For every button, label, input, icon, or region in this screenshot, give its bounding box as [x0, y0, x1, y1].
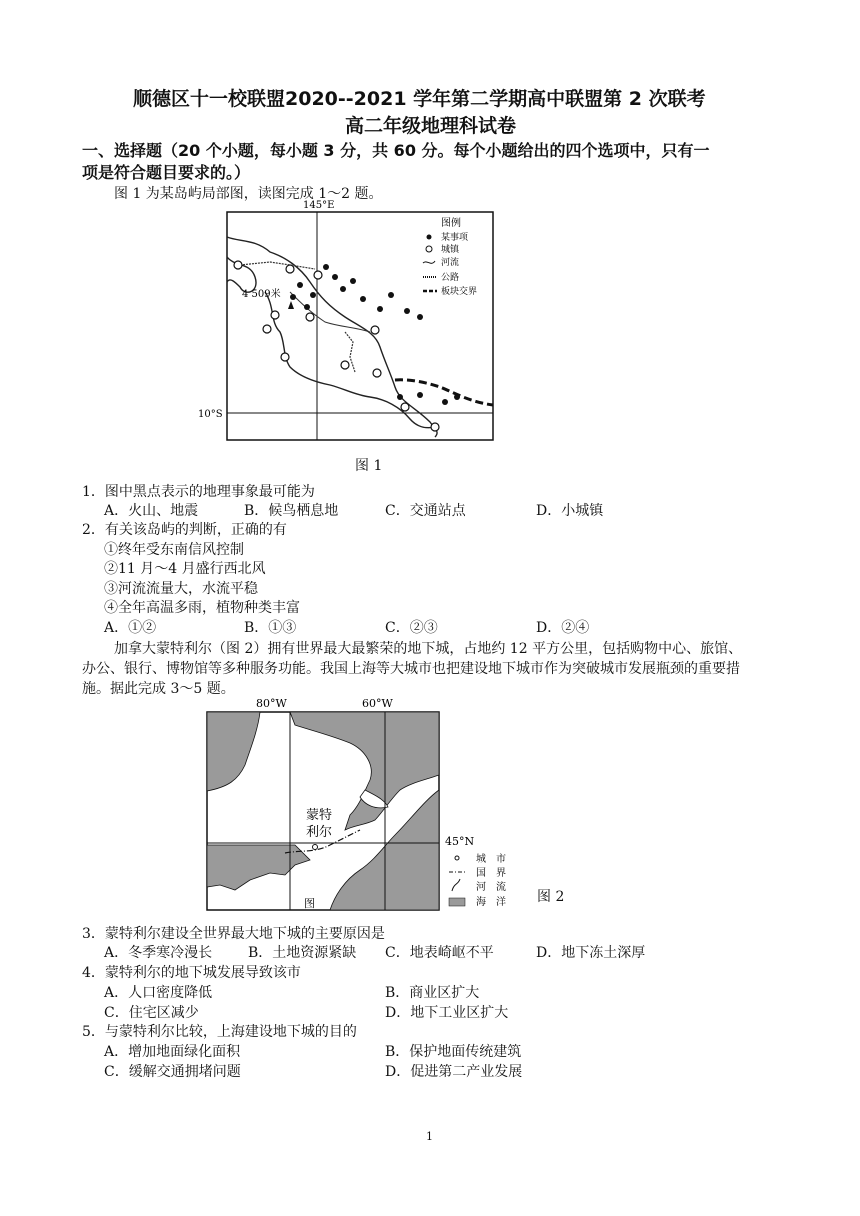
q2-statement-1: ①终年受东南信风控制	[104, 542, 244, 558]
intro-fig1: 图 1 为某岛屿局部图，读图完成 1～2 题。	[114, 186, 383, 202]
q3-option-b: B．土地资源紧缺	[248, 945, 357, 961]
fig1-river	[290, 292, 370, 332]
svg-text:图例: 图例	[441, 218, 461, 229]
svg-text:板块交界: 板块交界	[441, 287, 478, 297]
svg-text:海 洋: 海 洋	[476, 897, 506, 908]
fig1-peak-icon	[288, 301, 294, 309]
q3-option-c: C．地表崎岖不平	[385, 945, 494, 961]
fig1-legend	[423, 216, 477, 297]
q4-option-d: D．地下工业区扩大	[385, 1005, 509, 1021]
svg-text:国 界: 国 界	[476, 868, 506, 879]
svg-text:河流: 河流	[441, 258, 460, 268]
q5-option-d: D．促进第二产业发展	[385, 1064, 523, 1080]
q4-stem: 4．蒙特利尔的地下城发展导致该市	[82, 965, 301, 981]
q1-stem: 1．图中黑点表示的地理事象最可能为	[82, 484, 315, 500]
q2-option-d: D．②④	[536, 620, 590, 636]
section-heading: 一、选择题（20 个小题，每小题 3 分，共 60 分。每个小题给出的四个选项中，只有一	[82, 141, 710, 160]
svg-text:城 市: 城 市	[476, 854, 506, 865]
intro2-line3: 施。据此完成 3～5 题。	[82, 681, 235, 697]
q2-stem: 2．有关该岛屿的判断，正确的有	[82, 522, 287, 538]
q2-statement-3: ③河流流量大，水流平稳	[104, 581, 258, 597]
fig1-road	[240, 262, 315, 269]
q1-option-d: D．小城镇	[536, 503, 604, 519]
q4-option-a: A．人口密度降低	[104, 985, 213, 1001]
fig1-lon-label: 145°E	[303, 200, 335, 211]
fig2-lat: 45°N	[445, 835, 475, 848]
q4-option-b: B．商业区扩大	[385, 985, 480, 1001]
intro2-line1: 加拿大蒙特利尔（图 2）拥有世界最大最繁荣的地下城，占地约 12 平方公里，包括购物中心、旅馆、	[114, 641, 743, 657]
intro2-line2: 办公、银行、博物馆等多种服务功能。我国上海等大城市也把建设地下城市作为突破城市发展瓶颈的重要措	[82, 661, 740, 677]
q1-option-c: C．交通站点	[385, 503, 466, 519]
q2-option-c: C．②③	[385, 620, 438, 636]
exam-subtitle: 高二年级地理科试卷	[345, 115, 517, 137]
q3-stem: 3．蒙特利尔建设全世界最大地下城的主要原因是	[82, 926, 385, 942]
fig2-caption-inside: 图	[304, 897, 315, 910]
q2-statement-4: ④全年高温多雨，植物种类丰富	[104, 600, 300, 616]
q2-option-b: B．①③	[244, 620, 297, 636]
fig2-city-name-1: 蒙特	[306, 808, 333, 823]
fig2-lon2: 60°W	[362, 697, 393, 710]
section-heading-cont: 项是符合题目要求的。）	[82, 163, 251, 182]
exam-title: 顺德区十一校联盟2020--2021 学年第二学期高中联盟第 2 次联考	[133, 88, 706, 110]
fig2-legend	[449, 852, 506, 908]
q3-option-a: A．冬季寒冷漫长	[104, 945, 213, 961]
fig1-caption: 图 1	[355, 458, 383, 474]
q5-option-a: A．增加地面绿化面积	[104, 1044, 241, 1060]
q3-option-d: D．地下冻土深厚	[536, 945, 646, 961]
q1-option-a: A．火山、地震	[104, 503, 199, 519]
q2-option-a: A．①②	[104, 620, 157, 636]
figure-1-map	[195, 197, 505, 445]
svg-text:某事项: 某事项	[441, 233, 469, 243]
fig2-city-name-2: 利尔	[306, 825, 333, 840]
svg-text:公路: 公路	[441, 273, 460, 283]
page-number: 1	[426, 1130, 433, 1143]
figure-2-map	[200, 695, 530, 915]
q5-option-c: C．缓解交通拥堵问题	[104, 1064, 241, 1080]
fig1-towns	[234, 261, 439, 431]
svg-text:城镇: 城镇	[441, 245, 460, 255]
q5-option-b: B．保护地面传统建筑	[385, 1044, 522, 1060]
fig1-lat-label: 10°S	[198, 409, 223, 420]
fig2-city-dot	[313, 845, 318, 850]
svg-text:河 流: 河 流	[476, 882, 506, 893]
fig2-caption: 图 2	[537, 889, 565, 905]
q1-option-b: B．候鸟栖息地	[244, 503, 339, 519]
fig1-elevation-label: 4 509米	[242, 289, 281, 300]
q4-option-c: C．住宅区减少	[104, 1005, 199, 1021]
q2-statement-2: ②11 月～4 月盛行西北风	[104, 561, 266, 577]
fig2-lon1: 80°W	[256, 697, 287, 710]
q5-stem: 5．与蒙特利尔比较，上海建设地下城的目的	[82, 1024, 357, 1040]
